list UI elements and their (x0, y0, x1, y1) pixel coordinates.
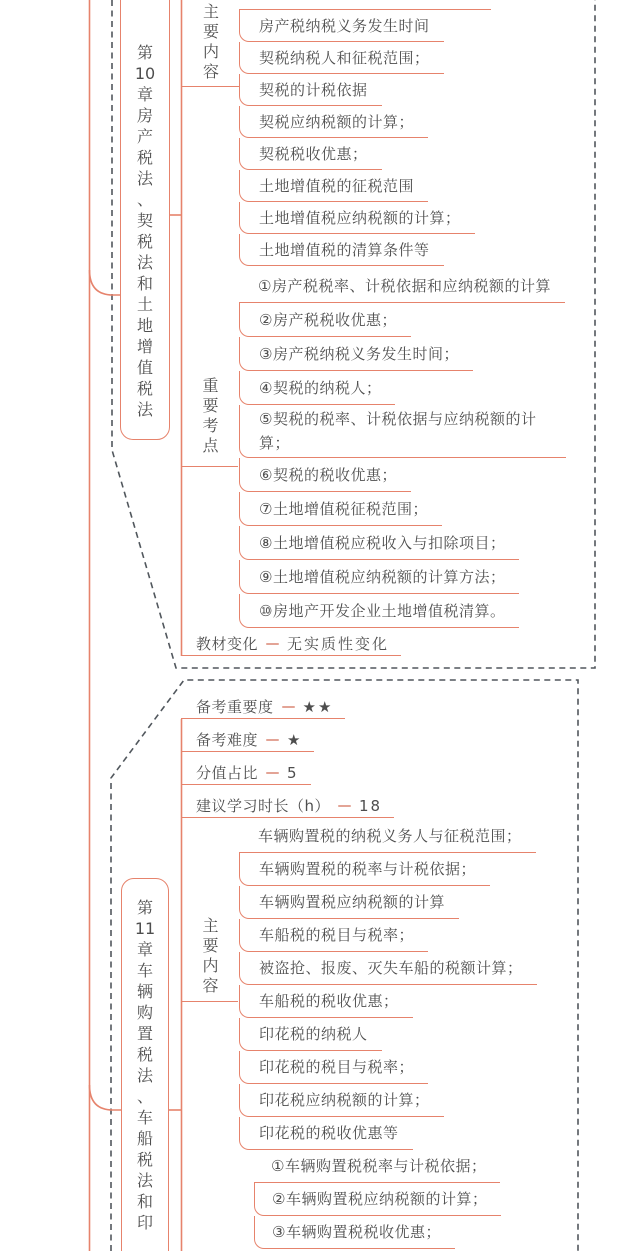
list-item[interactable] (239, 886, 459, 919)
connector-dash (338, 805, 351, 807)
list-item-label: 印花税的纳税人 (259, 1025, 368, 1043)
title-char: 契 (136, 211, 153, 230)
list-item-label: 房产税纳税义务发生时间 (259, 16, 430, 35)
list-item-label: ④契税的纳税人； (259, 378, 382, 397)
title-char: 车 (136, 1108, 153, 1127)
title-char: 11 (134, 919, 156, 938)
list-item-label: 契税纳税人和征税范围； (259, 48, 430, 67)
stat-value: 18 (359, 796, 383, 815)
list-item[interactable] (239, 202, 475, 234)
list-item[interactable] (239, 106, 428, 138)
title-char: 章 (136, 940, 153, 959)
title-char: 税 (136, 1045, 153, 1064)
list-item-label: ⑨土地增值税应纳税额的计算方法； (259, 567, 506, 586)
title-char: 法 (136, 169, 153, 188)
connector-dash (282, 706, 295, 708)
title-char: 增 (136, 337, 153, 356)
title-char: 税 (136, 232, 153, 251)
connector-dash (266, 739, 279, 741)
list-item-label: ③车辆购置税税收优惠； (272, 1223, 441, 1241)
stat-row[interactable] (181, 794, 394, 818)
list-item-label: 印花税的税收优惠等 (259, 1124, 399, 1142)
chapter11-main-content-node[interactable] (181, 912, 238, 1002)
list-item-label: ⑤契税的税率、计税依据与应纳税额的计算； (259, 410, 537, 452)
connector-dash (266, 772, 279, 774)
chapter11-title-node[interactable] (121, 878, 169, 1251)
list-item-label: ①车辆购置税税率与计税依据； (271, 1157, 487, 1175)
list-item-label: 车辆购置税的税率与计税依据； (259, 860, 477, 878)
list-item[interactable] (239, 303, 411, 337)
stat-row[interactable] (181, 761, 311, 785)
title-char: 法 (136, 1171, 153, 1190)
list-item[interactable] (239, 820, 536, 853)
chapter10-connector (90, 270, 121, 295)
chapter10-key-points-items (239, 269, 566, 628)
title-char: 购 (136, 1003, 153, 1022)
title-char: 地 (136, 316, 153, 335)
stat-value: ★★ (302, 697, 334, 716)
stat-label: 分值占比 (196, 764, 259, 782)
list-item[interactable] (239, 170, 428, 202)
title-char: 置 (136, 1024, 153, 1043)
title-char: 辆 (136, 982, 153, 1001)
main-content-label: 主要内容 (200, 916, 219, 997)
stat-label: 备考难度 (196, 731, 259, 749)
list-item-label: 车辆购置税的纳税义务人与征税范围； (258, 827, 522, 845)
list-item[interactable] (239, 337, 473, 371)
title-char: 和 (136, 1192, 153, 1211)
list-item[interactable] (239, 1117, 413, 1150)
title-char: 车 (136, 961, 153, 980)
title-char: 、 (136, 190, 153, 209)
chapter10-main-content-node[interactable] (181, 0, 239, 87)
title-char: 第 (136, 43, 153, 62)
list-item-label: ②车辆购置税应纳税额的计算； (272, 1190, 488, 1208)
list-item-label: 车辆购置税应纳税额的计算 (259, 893, 446, 911)
chapter11-stats (181, 695, 394, 818)
title-char: 值 (136, 358, 153, 377)
list-item[interactable] (239, 985, 413, 1018)
list-item[interactable] (254, 1150, 500, 1183)
list-item[interactable] (239, 405, 566, 458)
list-item-label: 被盗抢、报废、灭失车船的税额计算； (259, 959, 523, 977)
list-item[interactable] (239, 919, 428, 952)
list-item-label: 契税税收优惠； (259, 144, 368, 163)
chapter10-title-node[interactable] (120, 0, 170, 440)
list-item-label: 印花税应纳税额的计算； (259, 1091, 430, 1109)
list-item-label: 契税的计税依据 (259, 80, 368, 99)
list-item[interactable] (239, 10, 444, 42)
list-item-label: 印花税的税目与税率； (259, 1058, 415, 1076)
list-item[interactable] (239, 1084, 444, 1117)
list-item[interactable] (254, 1183, 501, 1216)
chapter10-key-points-node[interactable] (181, 368, 238, 467)
list-item[interactable] (239, 269, 565, 303)
textbook-change-row[interactable] (181, 632, 401, 656)
list-item-label: ②房产税税收优惠； (259, 310, 397, 329)
title-char: 税 (136, 379, 153, 398)
title-char: 房 (136, 106, 153, 125)
chapter11-key-points-items (254, 1150, 501, 1249)
list-item-label: 车船税的税收优惠； (259, 992, 399, 1010)
stat-value: ★ (287, 730, 303, 749)
chapter11-main-content-items (239, 820, 537, 1150)
list-item[interactable] (239, 74, 382, 106)
stat-label: 备考重要度 (196, 698, 274, 716)
stat-label: 建议学习时长（h） (196, 797, 331, 815)
title-char: 税 (136, 148, 153, 167)
stat-row[interactable] (181, 695, 345, 719)
stat-row[interactable] (181, 728, 314, 752)
list-item-label: ⑦土地增值税征税范围； (259, 499, 428, 518)
title-char: 税 (136, 1150, 153, 1169)
textbook-change-label: 教材变化 (196, 635, 259, 653)
list-item[interactable] (239, 492, 442, 526)
list-item[interactable] (239, 526, 519, 560)
textbook-change-value: 无实质性变化 (287, 635, 390, 653)
list-item-label: 土地增值税应纳税额的计算； (259, 208, 461, 227)
list-item-label: ③房产税纳税义务发生时间； (259, 344, 459, 363)
list-item[interactable] (239, 594, 519, 628)
title-char: 第 (136, 898, 153, 917)
title-char: 、 (136, 1087, 153, 1106)
list-item[interactable] (239, 853, 490, 886)
title-char: 10 (134, 64, 156, 83)
list-item-label: 契税应纳税额的计算； (259, 112, 415, 131)
list-item-label: 土地增值税的征税范围 (259, 176, 415, 195)
title-char: 章 (136, 85, 153, 104)
stat-value: 5 (287, 763, 299, 782)
list-item-label: ⑥契税的税收优惠； (259, 465, 397, 484)
chapter10-main-content-items (239, 0, 491, 266)
title-char: 法 (136, 1066, 153, 1085)
list-item[interactable] (239, 138, 382, 170)
list-item-label: ⑩房地产开发企业土地增值税清算。 (259, 601, 506, 620)
list-item-label: ⑧土地增值税应税收入与扣除项目； (259, 533, 506, 552)
main-content-label: 主要内容 (200, 3, 220, 83)
connector-dash (266, 643, 279, 645)
list-item[interactable] (239, 42, 444, 74)
title-char: 法 (136, 400, 153, 419)
title-char: 船 (136, 1129, 153, 1148)
list-item[interactable] (254, 1216, 455, 1249)
list-item[interactable] (239, 1051, 428, 1084)
list-item[interactable] (239, 458, 411, 492)
key-points-label: 重要考点 (200, 377, 219, 457)
title-char: 法 (136, 253, 153, 272)
list-item[interactable] (239, 234, 444, 266)
title-char: 印 (136, 1213, 153, 1232)
list-item-label: ①房产税税率、计税依据和应纳税额的计算 (258, 276, 551, 295)
list-item[interactable] (239, 560, 519, 594)
list-item[interactable] (239, 1018, 382, 1051)
list-item[interactable] (239, 0, 491, 10)
list-item[interactable] (239, 371, 395, 405)
title-char: 土 (136, 295, 153, 314)
list-item[interactable] (239, 952, 537, 985)
title-char: 产 (136, 127, 153, 146)
list-item-label: 车船税的税目与税率； (259, 926, 415, 944)
chapter11-connector (90, 1085, 122, 1110)
list-item-label: 土地增值税的清算条件等 (259, 240, 430, 259)
title-char: 和 (136, 274, 153, 293)
